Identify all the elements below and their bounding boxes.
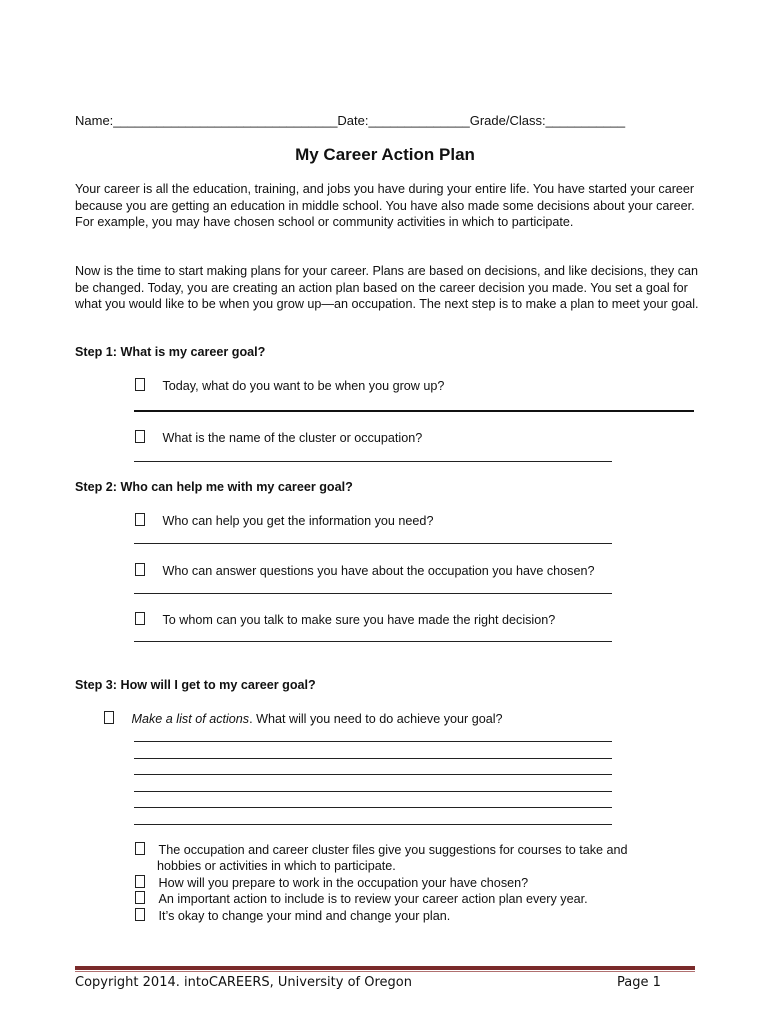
question-text: To whom can you talk to make sure you have made the right decision? (162, 613, 556, 627)
answer-line[interactable] (134, 410, 694, 412)
answer-line[interactable] (134, 593, 612, 594)
answer-line[interactable] (134, 543, 612, 544)
checkbox-icon (135, 612, 145, 625)
prompt-text: . What will you need to do achieve your goal? (249, 712, 503, 726)
page-title: My Career Action Plan (295, 145, 475, 164)
step3-prompt (104, 711, 503, 727)
tip-text: It’s okay to change your mind and change your plan. (158, 909, 451, 923)
tip-text: The occupation and career cluster files give you suggestions for courses to take and (158, 843, 628, 857)
answer-line[interactable] (134, 461, 612, 462)
step2-question-3 (135, 612, 555, 628)
action-line[interactable] (134, 758, 612, 759)
action-line[interactable] (134, 774, 612, 775)
intro-paragraph-2: Now is the time to start making plans for your career. Plans are based on decisions, and like decisions, they can be changed. Today, you are creating an action plan based on the career decision you made. You set a goal for what you would like to be when you grow up—an occupation. The next step is to make a plan to meet your goal. (75, 264, 699, 312)
action-line[interactable] (134, 807, 612, 808)
checkbox-icon (135, 378, 145, 391)
action-line[interactable] (134, 791, 612, 792)
footer-divider-thin (75, 971, 695, 972)
footer-copyright: Copyright 2014. intoCAREERS, University of Oregon (75, 975, 412, 990)
tip-1 (135, 842, 628, 858)
checkbox-icon (135, 908, 145, 921)
checkbox-icon (135, 563, 145, 576)
step2-question-1 (135, 513, 433, 529)
checkbox-icon (135, 430, 145, 443)
prompt-italic: Make a list of actions (131, 712, 250, 726)
checkbox-icon (135, 891, 145, 904)
tip-4 (135, 908, 450, 924)
step1-heading: Step 1: What is my career goal? (75, 345, 266, 359)
step1-question-2 (135, 430, 422, 446)
checkbox-icon (135, 513, 145, 526)
tip-3 (135, 891, 588, 907)
intro-paragraph-1: Your career is all the education, training, and jobs you have during your entire life. You have started your career because you are getting an education in middle school. You have also made some decisions about your career. For example, you may have chosen school or community activities in which to participate. (75, 182, 695, 230)
tip-2 (135, 875, 528, 891)
checkbox-icon (135, 842, 145, 855)
header-fields: Name:_______________________________Date:______________Grade/Class:___________ (75, 113, 626, 128)
checkbox-icon (104, 711, 114, 724)
tip-text: An important action to include is to review your career action plan every year. (158, 892, 588, 906)
tip-1-continued: hobbies or activities in which to participate. (157, 859, 396, 873)
question-text: Who can help you get the information you need? (162, 514, 434, 528)
step1-question-1 (135, 378, 444, 394)
checkbox-icon (135, 875, 145, 888)
step3-heading: Step 3: How will I get to my career goal? (75, 678, 316, 692)
step2-heading: Step 2: Who can help me with my career goal? (75, 480, 353, 494)
footer-divider (75, 966, 695, 970)
question-text: What is the name of the cluster or occupation? (162, 431, 423, 445)
answer-line[interactable] (134, 641, 612, 642)
step2-question-2 (135, 563, 594, 579)
footer-page-number: Page 1 (617, 975, 661, 990)
action-line[interactable] (134, 741, 612, 742)
question-text: Who can answer questions you have about the occupation you have chosen? (162, 564, 595, 578)
tip-text: How will you prepare to work in the occupation your have chosen? (158, 876, 529, 890)
question-text: Today, what do you want to be when you grow up? (162, 379, 445, 393)
action-line[interactable] (134, 824, 612, 825)
